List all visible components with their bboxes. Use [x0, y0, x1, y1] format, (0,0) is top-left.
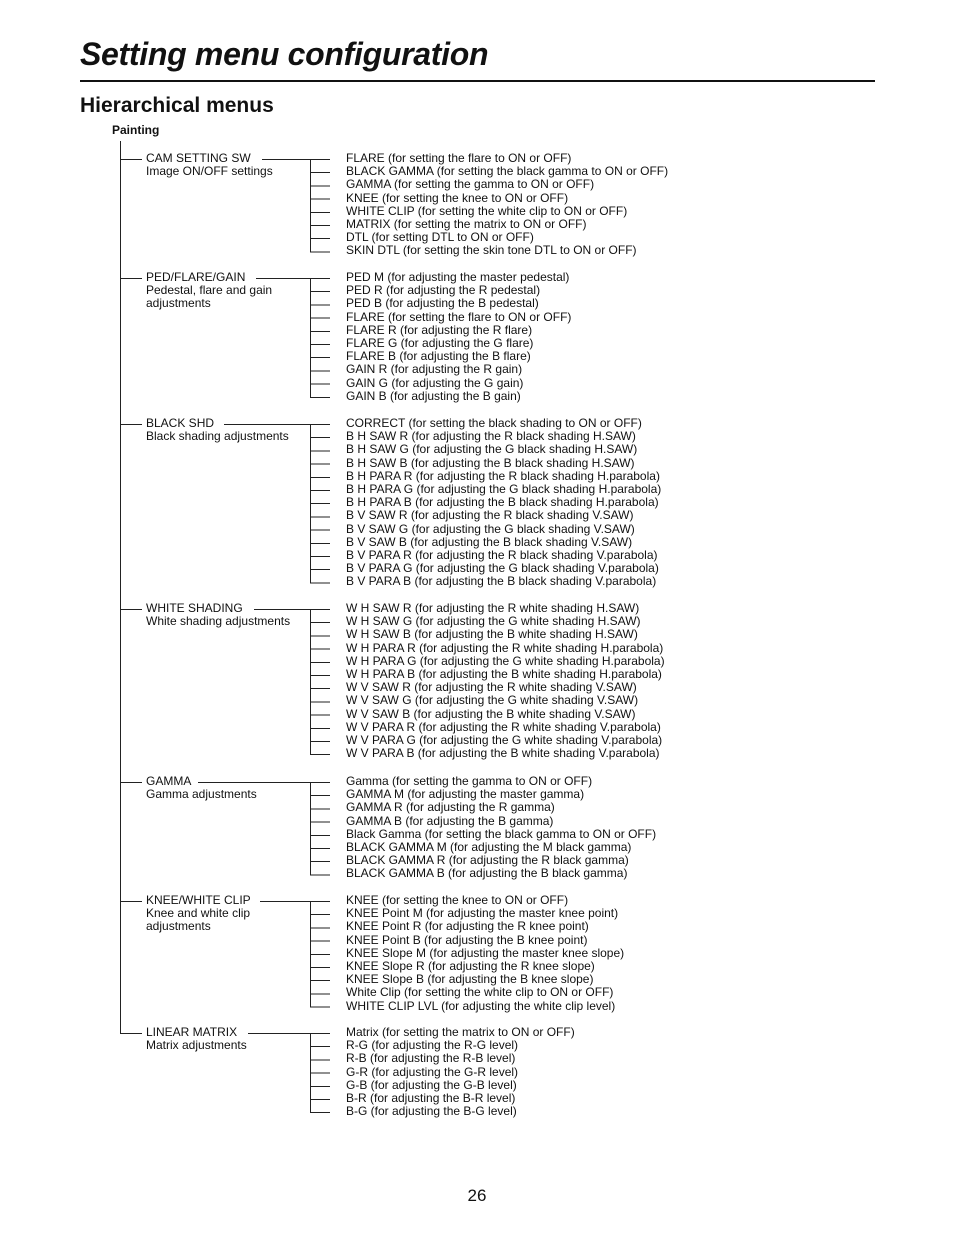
menu-item: W V SAW G (for adjusting the G white shading V.SAW) — [346, 693, 639, 708]
menu-item: KNEE Point M (for adjusting the master knee point) — [346, 906, 619, 921]
menu-item: FLARE G (for adjusting the G flare) — [346, 336, 534, 350]
menu-item: FLARE B (for adjusting the B flare) — [346, 349, 531, 364]
group-description: Gamma adjustments — [146, 787, 257, 801]
menu-item: FLARE (for setting the flare to ON or OFF) — [346, 309, 572, 324]
menu-item: B V PARA R (for adjusting the R black shading V.parabola) — [346, 548, 658, 562]
menu-item: GAIN B (for adjusting the B gain) — [346, 388, 521, 403]
menu-item: Gamma (for setting the gamma to ON or OFF) — [346, 774, 593, 788]
menu-item: B H SAW B (for adjusting the B black shading H.SAW) — [346, 455, 635, 470]
menu-item: WHITE CLIP (for setting the white clip to ON or OFF) — [346, 203, 628, 218]
group-description: White shading adjustments — [146, 614, 291, 628]
menu-item: B H PARA G (for adjusting the G black shading H.parabola) — [346, 482, 662, 496]
group-name: CAM SETTING SW — [146, 151, 251, 165]
menu-item: GAMMA R (for adjusting the R gamma) — [346, 800, 555, 815]
menu-item: B-G (for adjusting the B-G level) — [346, 1104, 517, 1119]
menu-item: White Clip (for setting the white clip to ON or OFF) — [346, 985, 614, 1000]
menu-item: FLARE (for setting the flare to ON or OFF) — [346, 151, 572, 165]
menu-item: B H PARA R (for adjusting the R black shading H.parabola) — [346, 468, 660, 483]
menu-item: B-R (for adjusting the B-R level) — [346, 1091, 516, 1105]
group-description: Black shading adjustments — [146, 429, 289, 443]
menu-item: KNEE Point B (for adjusting the B knee point) — [346, 932, 588, 947]
menu-item: KNEE Point R (for adjusting the R knee point) — [346, 919, 589, 934]
menu-item: GAMMA B (for adjusting the B gamma) — [346, 813, 554, 828]
menu-item: G-B (for adjusting the G-B level) — [346, 1077, 517, 1092]
menu-item: B V SAW B (for adjusting the B black shading V.SAW) — [346, 534, 633, 549]
menu-item: W H PARA B (for adjusting the B white shading H.parabola) — [346, 667, 662, 681]
menu-item: B H PARA B (for adjusting the B black shading H.parabola) — [346, 495, 659, 510]
group-name: GAMMA — [146, 774, 192, 788]
menu-item: BLACK GAMMA M (for adjusting the M black gamma) — [346, 840, 632, 854]
group-name: BLACK SHD — [146, 416, 215, 430]
menu-item: Matrix (for setting the matrix to ON or OFF) — [346, 1025, 575, 1039]
menu-item: KNEE (for setting the knee to ON or OFF) — [346, 190, 569, 205]
menu-item: WHITE CLIP LVL (for adjusting the white clip level) — [346, 998, 616, 1013]
menu-item: B H SAW R (for adjusting the R black shading H.SAW) — [346, 429, 636, 444]
menu-item: Black Gamma (for setting the black gamma to ON or OFF) — [346, 826, 657, 841]
menu-item: W H SAW B (for adjusting the B white shading H.SAW) — [346, 627, 638, 642]
menu-item: GAIN G (for adjusting the G gain) — [346, 375, 524, 390]
group-description: Matrix adjustments — [146, 1038, 247, 1052]
group-description: Image ON/OFF settings — [146, 164, 273, 178]
menu-item: SKIN DTL (for setting the skin tone DTL to ON or OFF) — [346, 243, 637, 258]
menu-item: PED M (for adjusting the master pedestal) — [346, 270, 570, 284]
menu-item: W H PARA R (for adjusting the R white shading H.parabola) — [346, 640, 664, 655]
group-name: PED/FLARE/GAIN — [146, 270, 246, 284]
menu-item: BLACK GAMMA R (for adjusting the R black gamma) — [346, 853, 629, 868]
menu-item: CORRECT (for setting the black shading to ON or OFF) — [346, 416, 642, 430]
menu-item: G-R (for adjusting the G-R level) — [346, 1064, 519, 1079]
menu-item: GAMMA (for setting the gamma to ON or OFF) — [346, 177, 595, 192]
menu-item: W H SAW R (for adjusting the R white shading H.SAW) — [346, 601, 640, 615]
group-description: Pedestal, flare and gain adjustments — [146, 283, 273, 310]
menu-item: KNEE Slope R (for adjusting the R knee slope) — [346, 959, 595, 973]
menu-item: B H SAW G (for adjusting the G black shading H.SAW) — [346, 442, 638, 457]
menu-item: W V SAW R (for adjusting the R white shading V.SAW) — [346, 680, 637, 695]
menu-item: W V SAW B (for adjusting the B white shading V.SAW) — [346, 706, 636, 721]
page-number: 26 — [467, 1186, 487, 1205]
menu-item: GAIN R (for adjusting the R gain) — [346, 362, 523, 377]
menu-item: W V PARA G (for adjusting the G white shading V.parabola) — [346, 733, 663, 747]
menu-item: MATRIX (for setting the matrix to ON or OFF) — [346, 217, 587, 231]
menu-item: B V SAW R (for adjusting the R black shading V.SAW) — [346, 508, 634, 523]
menu-item: KNEE (for setting the knee to ON or OFF) — [346, 893, 569, 907]
menu-item: DTL (for setting DTL to ON or OFF) — [346, 230, 534, 245]
group-description: Knee and white clip adjustments — [146, 906, 251, 933]
section-heading: Hierarchical menus — [80, 94, 274, 117]
menu-item: KNEE Slope M (for adjusting the master knee slope) — [346, 945, 625, 960]
menu-item: FLARE R (for adjusting the R flare) — [346, 322, 533, 337]
menu-item: BLACK GAMMA (for setting the black gamma to ON or OFF) — [346, 164, 669, 179]
menu-item: W H SAW G (for adjusting the G white shading H.SAW) — [346, 614, 641, 629]
group-name: LINEAR MATRIX — [146, 1025, 238, 1039]
menu-item: PED B (for adjusting the B pedestal) — [346, 296, 539, 311]
group-name: WHITE SHADING — [146, 601, 243, 615]
menu-item: B V PARA B (for adjusting the B black shading V.parabola) — [346, 574, 657, 589]
menu-item: GAMMA M (for adjusting the master gamma) — [346, 787, 585, 802]
group-name: KNEE/WHITE CLIP — [146, 893, 251, 907]
menu-item: BLACK GAMMA B (for adjusting the B black gamma) — [346, 866, 628, 881]
menu-item: PED R (for adjusting the R pedestal) — [346, 283, 541, 298]
menu-item: R-G (for adjusting the R-G level) — [346, 1038, 519, 1053]
menu-item: R-B (for adjusting the R-B level) — [346, 1051, 516, 1066]
menu-item: W V PARA R (for adjusting the R white shading V.parabola) — [346, 719, 661, 734]
menu-item: B V SAW G (for adjusting the G black shading V.SAW) — [346, 521, 635, 536]
menu-item: KNEE Slope B (for adjusting the B knee slope) — [346, 972, 594, 987]
menu-item: W V PARA B (for adjusting the B white shading V.parabola) — [346, 746, 660, 761]
menu-item: B V PARA G (for adjusting the G black shading V.parabola) — [346, 561, 659, 576]
menu-item: W H PARA G (for adjusting the G white shading H.parabola) — [346, 653, 665, 668]
page-title: Setting menu configuration — [80, 36, 489, 72]
tree-root-label: Painting — [112, 123, 160, 137]
